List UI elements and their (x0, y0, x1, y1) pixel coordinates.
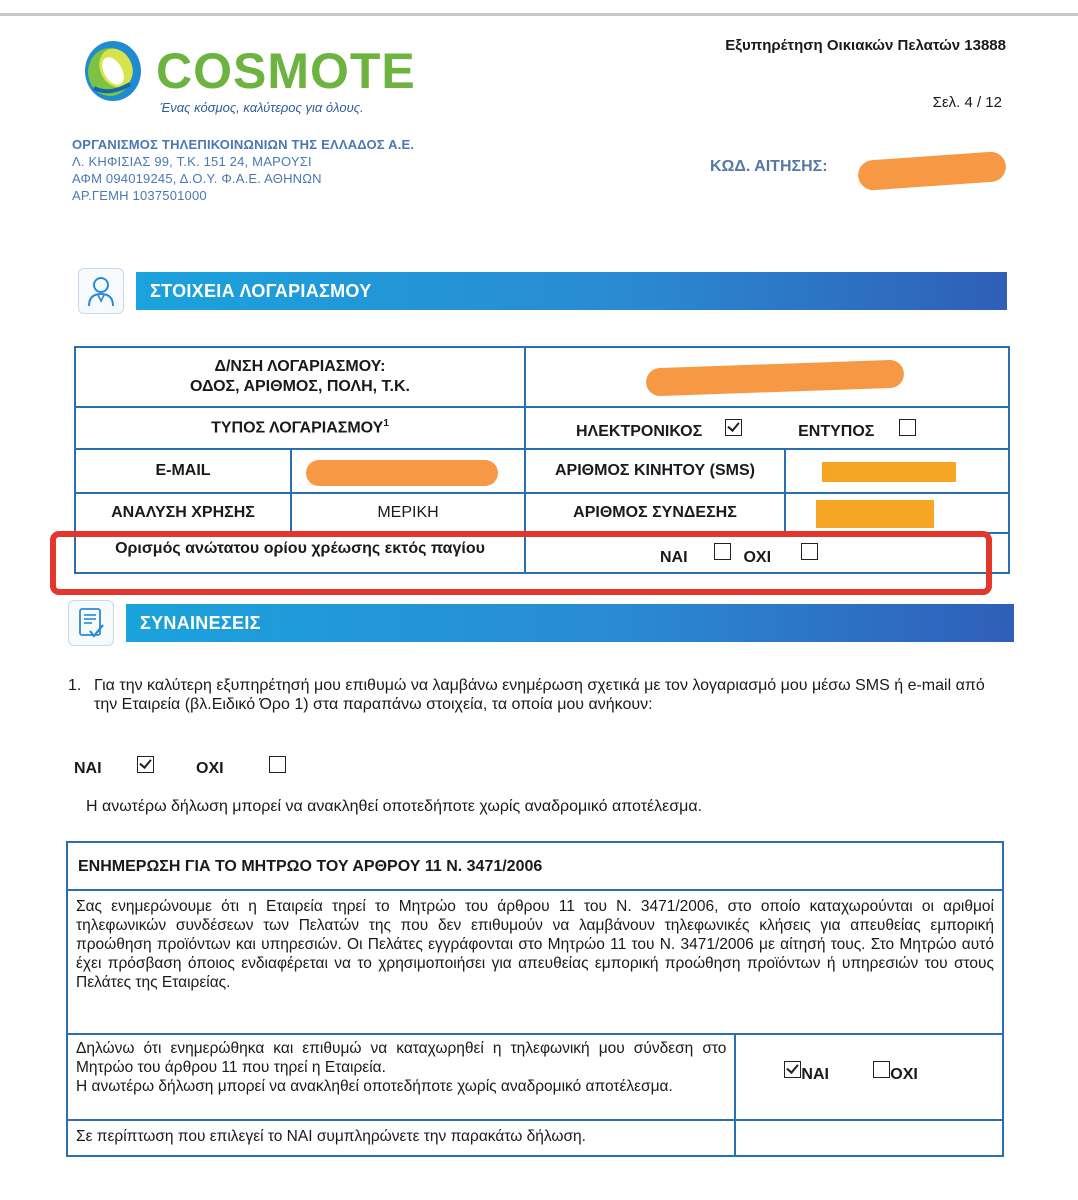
line-number-value[interactable] (785, 493, 1009, 533)
registry-table (66, 841, 1004, 1157)
page-number: Σελ. 4 / 12 (932, 94, 1002, 111)
top-divider (0, 13, 1078, 16)
printed-checkbox[interactable] (899, 419, 916, 436)
billing-address-label (75, 347, 525, 407)
email-label: E-MAIL (75, 449, 291, 493)
printed-label: ΕΝΤΥΠΟΣ (798, 423, 875, 440)
consent-item-text: Για την καλύτερη εξυπηρέτησή μου επιθυμώ να λαμβάνω ενημέρωση σχετικά με τον λογαριασμό μου μέσω SMS ή e-mail από την Εταιρεία (βλ.Ειδικό Όρο 1) στα παραπάνω στοιχεία, τα οποία μου ανήκουν: (94, 677, 985, 713)
brand-tagline: Ένας κόσμος, καλύτερος για όλους. (160, 100, 364, 115)
registry-declaration-text: Δηλώνω ότι ενημερώθηκα και επιθυμώ να καταχωρηθεί η τηλεφωνική μου σύνδεση στο Μητρώο του άρθρου 11 που τηρεί η Εταιρεία. (76, 1040, 727, 1076)
org-name: ΟΡΓΑΝΙΣΜΟΣ ΤΗΛΕΠΙΚΟΙΝΩΝΙΩΝ ΤΗΣ ΕΛΛΑΔΟΣ Α.Ε. (72, 137, 415, 152)
limit-no-label: ΟΧΙ (743, 549, 772, 566)
revoke-note: Η ανωτέρω δήλωση μπορεί να ανακληθεί οποτεδήποτε χωρίς αναδρομικό αποτέλεσμα. (86, 798, 703, 815)
table-row (67, 1034, 1003, 1120)
registry-yes-checkbox[interactable] (784, 1061, 801, 1078)
registry-declaration (67, 1034, 735, 1120)
line-number-redaction (816, 500, 934, 528)
org-registry-number: ΑΡ.ΓΕΜΗ 1037501000 (72, 188, 207, 203)
footnote-marker: 1 (383, 418, 389, 430)
registry-no-label: ΟΧΙ (890, 1066, 918, 1083)
table-row (75, 407, 1009, 449)
usage-analysis-label: ΑΝΑΛΥΣΗ ΧΡΗΣΗΣ (75, 493, 291, 533)
limit-yes-label: ΝΑΙ (660, 549, 688, 566)
registry-no-checkbox[interactable] (873, 1061, 890, 1078)
billing-address-label-line1: Δ/ΝΣΗ ΛΟΓΑΡΙΑΣΜΟΥ: (214, 358, 386, 375)
usage-analysis-value: ΜΕΡΙΚΗ (291, 493, 525, 533)
consents-section-header: ΣΥΝΑΙΝΕΣΕΙΣ (126, 604, 1014, 642)
electronic-label: ΗΛΕΚΤΡΟΝΙΚΟΣ (576, 423, 703, 440)
table-row (67, 890, 1003, 1034)
billing-address-label-line2: ΟΔΟΣ, ΑΡΙΘΜΟΣ, ΠΟΛΗ, Τ.Κ. (190, 378, 410, 395)
charge-limit-highlight (50, 531, 992, 595)
registry-options (735, 1034, 1003, 1120)
mobile-value[interactable] (785, 449, 1009, 493)
consent-item-1 (68, 676, 998, 714)
address-redaction (646, 360, 905, 397)
consent-no-checkbox[interactable] (269, 756, 286, 773)
registry-yes-label: ΝΑΙ (801, 1066, 829, 1083)
organization-info (72, 136, 414, 204)
checklist-icon (68, 600, 114, 646)
table-row (67, 1120, 1003, 1156)
registry-footer-empty (735, 1120, 1003, 1156)
mobile-label: ΑΡΙΘΜΟΣ ΚΙΝΗΤΟΥ (SMS) (525, 449, 785, 493)
org-tax-id: ΑΦΜ 094019245, Δ.Ο.Υ. Φ.Α.Ε. ΑΘΗΝΩΝ (72, 171, 322, 186)
brand-wordmark: COSMOTE (156, 43, 416, 99)
consent-no-label: ΟΧΙ (196, 760, 224, 777)
electronic-checkbox[interactable] (725, 419, 742, 436)
mobile-redaction (822, 462, 956, 482)
email-redaction (306, 460, 498, 486)
billing-address-value[interactable] (525, 347, 1009, 407)
charge-limit-label: Ορισμός ανώτατου ορίου χρέωσης εκτός παγίου (75, 533, 525, 573)
account-type-options (525, 407, 1009, 449)
account-type-text: ΤΥΠΟΣ ΛΟΓΑΡΙΑΣΜΟΥ (211, 419, 384, 437)
registry-footer-note: Σε περίπτωση που επιλεγεί το ΝΑΙ συμπληρώνετε την παρακάτω δήλωση. (67, 1120, 735, 1156)
support-phone: Εξυπηρέτηση Οικιακών Πελατών 13888 (725, 37, 1006, 54)
user-icon (78, 268, 124, 314)
line-number-label: ΑΡΙΘΜΟΣ ΣΥΝΔΕΣΗΣ (525, 493, 785, 533)
table-row (75, 449, 1009, 493)
cosmote-logo-icon (80, 38, 146, 104)
org-address: Λ. ΚΗΦΙΣΙΑΣ 99, Τ.Κ. 151 24, ΜΑΡΟΥΣΙ (72, 154, 312, 169)
registry-title: ΕΝΗΜΕΡΩΣΗ ΓΙΑ ΤΟ ΜΗΤΡΩΟ ΤΟΥ ΑΡΘΡΟΥ 11 Ν. 3471/2006 (67, 842, 1003, 890)
registry-declaration-revoke: Η ανωτέρω δήλωση μπορεί να ανακληθεί οποτεδήποτε χωρίς αναδρομικό αποτέλεσμα. (76, 1078, 673, 1095)
request-code-label: ΚΩΔ. ΑΙΤΗΣΗΣ: (710, 158, 828, 175)
table-row (75, 347, 1009, 407)
email-value[interactable] (291, 449, 525, 493)
registry-info: Σας ενημερώνουμε ότι η Εταιρεία τηρεί το Μητρώο του άρθρου 11 του Ν. 3471/2006, στο οποίο καταχωρούνται οι αριθμοί τηλεφωνικών συνδέσεων των Πελατών της που δεν επιθυμούν να λαμβάνουν τηλεφωνικές κλήσεις για απευθείας εμπορική προώθηση προϊόντων και υπηρεσιών. Οι Πελάτες εγγράφονται στο Μητρώο 11 του Ν. 3471/2006 με αίτησή τους. Στο Μητρώο αυτό έχει πρόσβαση όποιος ενδιαφέρεται να το χρησιμοποιήσει για απευθείας εμπορική προώθηση προϊόντων ή υπηρεσιών του στους Πελάτες της Εταιρείας. (67, 890, 1003, 1034)
account-section-header: ΣΤΟΙΧΕΙΑ ΛΟΓΑΡΙΑΣΜΟΥ (136, 272, 1007, 310)
consent-yes-checkbox[interactable] (137, 756, 154, 773)
request-code-redaction (857, 151, 1007, 191)
consent-item-number: 1. (68, 677, 82, 694)
table-row (75, 493, 1009, 533)
account-type-label (75, 407, 525, 449)
consent-yes-label: ΝΑΙ (74, 760, 102, 777)
table-row (67, 842, 1003, 890)
